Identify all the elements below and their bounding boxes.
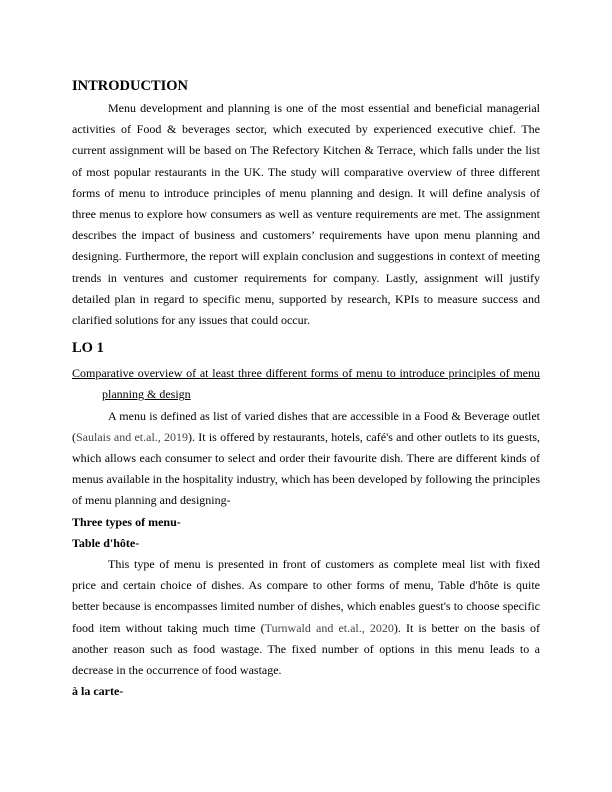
table-dhote-text-start: This type of menu is presented in front of customers as complete meal list with fixed price and certain choice of dishes. As compare to other forms of menu, Table d'hôte is quite better because is encompasses limited number of dishes, which enables guest's to choose specific food item without taking much time ( (72, 557, 540, 635)
table-dhote-label: Table d'hôte- (72, 535, 140, 550)
table-dhote-citation: Turnwald and et.al., 2020 (264, 620, 394, 635)
menu-definition-paragraph (72, 406, 540, 512)
introduction-paragraph: Menu development and planning is one of the most essential and beneficial managerial activities of Food & beverages sector, which executed by experienced executive chief. The current assignment will be based on The Refectory Kitchen & Terrace, which falls under the list of most popular restaurants in the UK. The study will comparative overview of three different forms of menu to introduce principles of menu planning and design. It will define analysis of three menus to explore how consumers as well as venture requirements are met. The assignment describes the impact of business and customers’ requirements have upon menu planning and designing. Furthermore, the report will explain conclusion and suggestions in context of meeting trends in ventures and customer requirements for company. Lastly, assignment will justify detailed plan in regard to specific menu, supported by research, KPIs to measure success and clarified solutions for any issues that could occur. (72, 101, 540, 328)
a-la-carte-label: à la carte- (72, 684, 124, 699)
menu-definition-text-start: A menu is defined as list of varied dishes that are accessible in a Food & Beverage outlet ( (72, 408, 540, 444)
three-types-label: Three types of menu- (72, 514, 181, 529)
table-dhote-paragraph (72, 554, 540, 681)
menu-definition-text-end: ). It is offered by restaurants, hotels, café's and other outlets to its guests, which allows each consumer to select and order their favourite dish. There are different kinds of menus available in the hospitality industry, which has been developed by following the principles of menu planning and designing- (72, 429, 540, 508)
menu-definition-citation: Saulais and et.al., 2019 (76, 429, 189, 444)
table-dhote-text-end: ). It is better on the basis of another reason such as food wastage. The fixed number of options in this menu leads to a decrease in the occurrence of food wastage. (72, 620, 540, 678)
lo1-heading: LO 1 (72, 340, 104, 357)
lo1-subheading: Comparative overview of at least three different forms of menu to introduce principles of menu planning & design (72, 366, 540, 402)
document-page (72, 75, 540, 702)
introduction-heading: INTRODUCTION (72, 78, 189, 94)
